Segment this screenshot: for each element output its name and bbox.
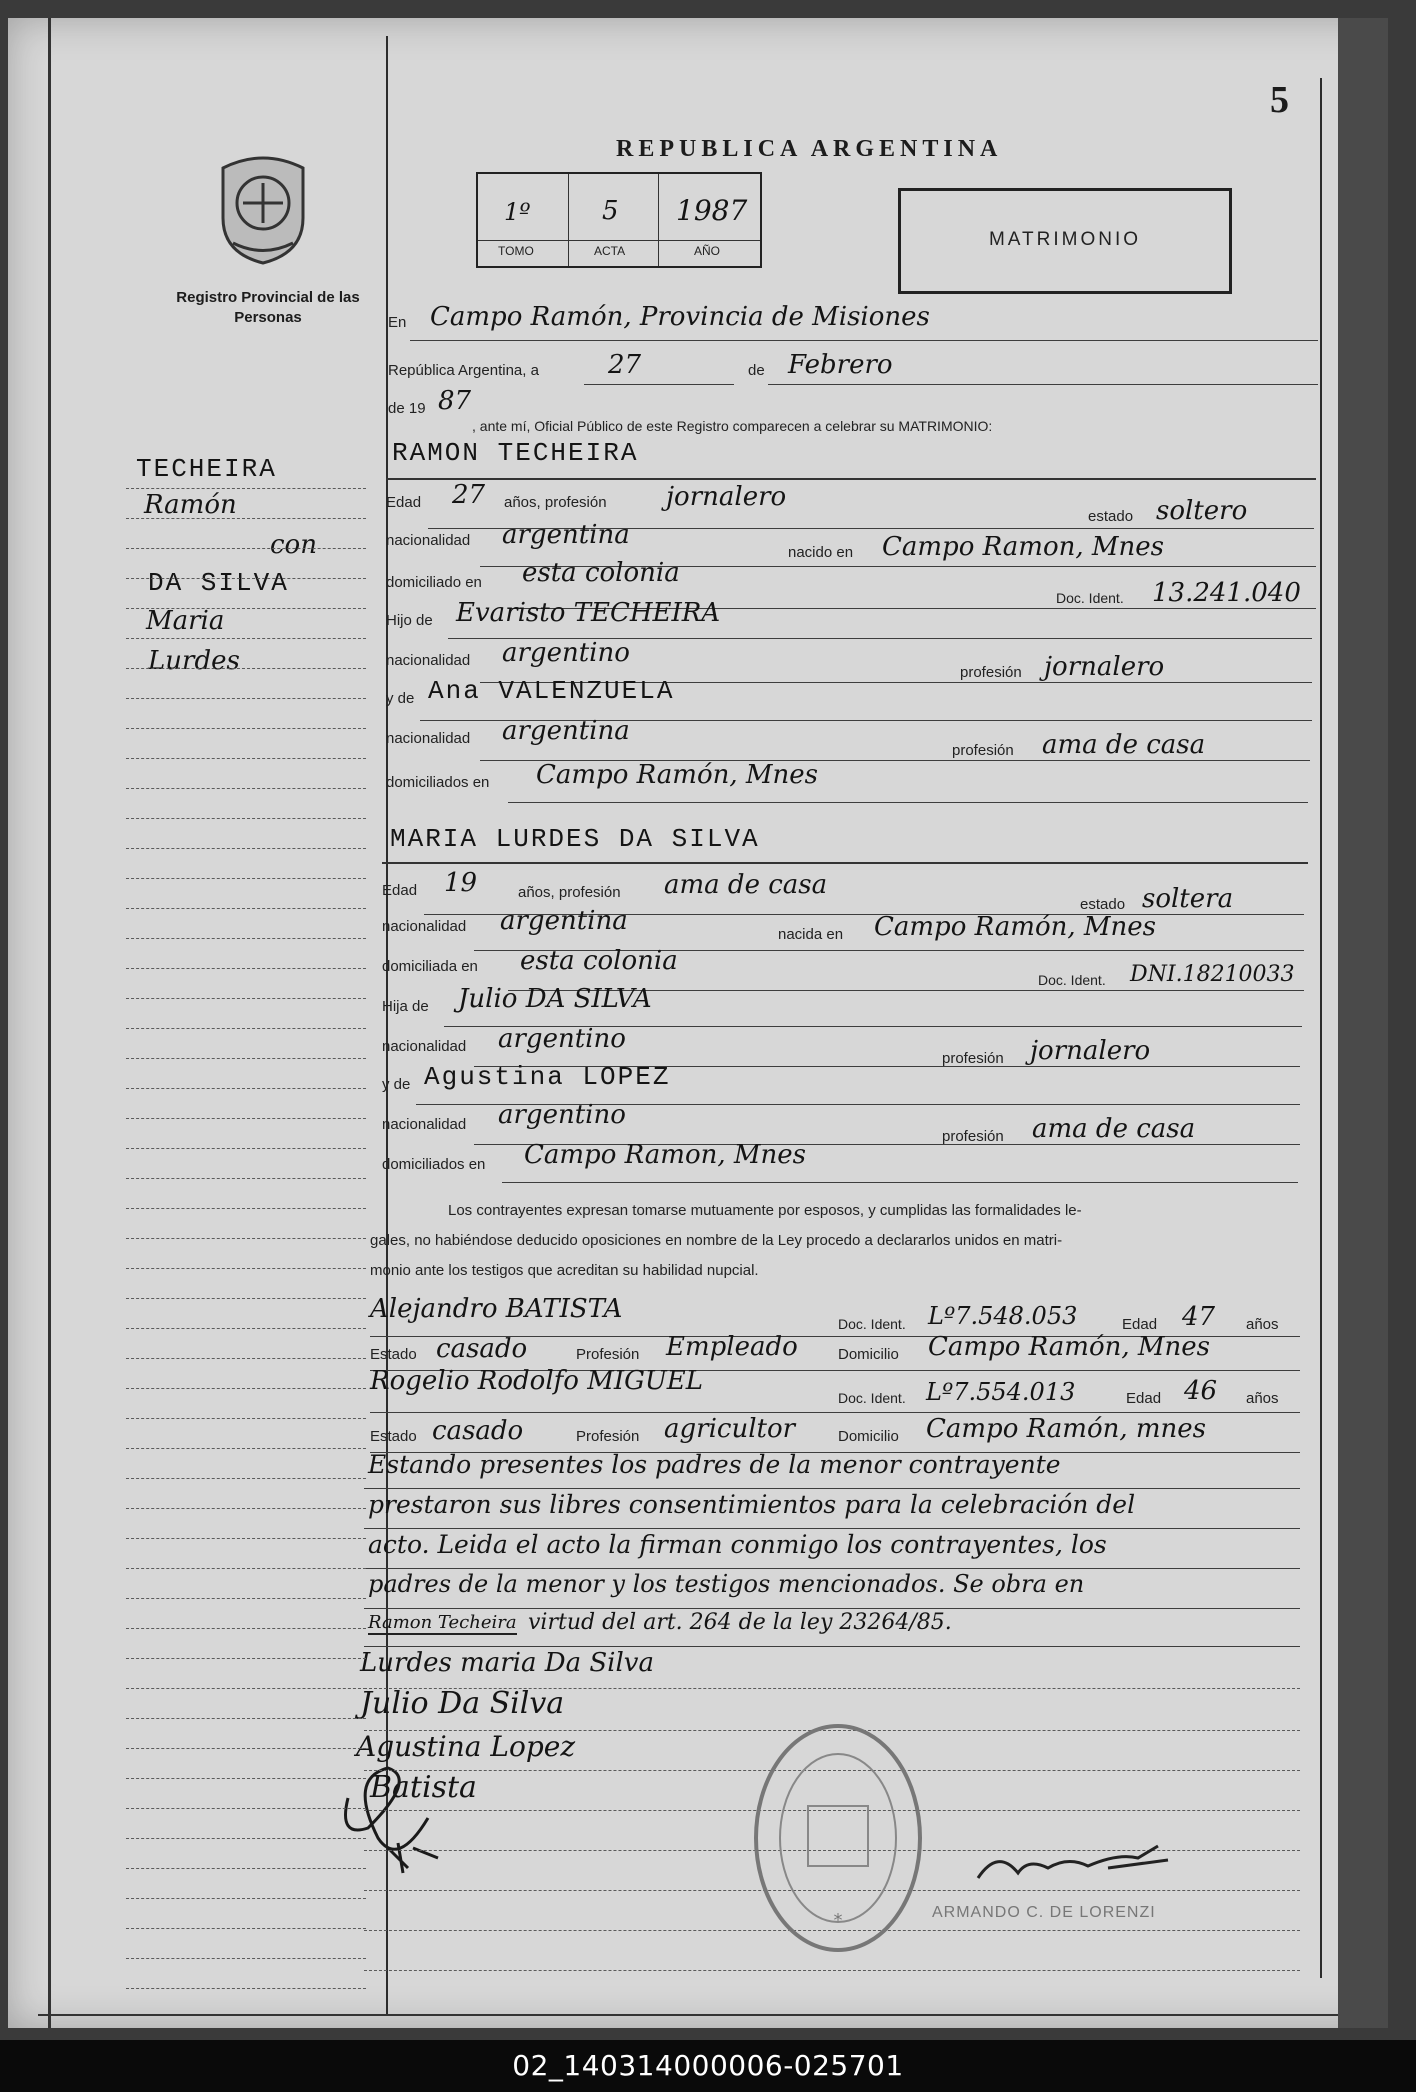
margin-ruled-line	[126, 1748, 366, 1749]
groom-edad-label: Edad	[386, 494, 422, 511]
notes-line1: Estando presentes los padres de la menor contrayente	[368, 1450, 1061, 1479]
margin-ruled-line	[126, 908, 366, 909]
margin-groom-name: Ramón	[144, 490, 237, 520]
margin-ruled-line	[126, 1388, 366, 1389]
groom-mother-profession: ama de casa	[1042, 730, 1206, 760]
witness1-prof-label: Profesión	[576, 1346, 640, 1363]
de-year-label: de 19	[388, 400, 426, 417]
bride-document: DNI.18210033	[1130, 962, 1295, 987]
de-label: de	[748, 362, 765, 379]
margin-bride-name: Maria	[146, 606, 225, 636]
bride-dom-label: domiciliada en	[382, 958, 478, 975]
margin-ruled-line	[126, 758, 366, 759]
groom-dom-label: domiciliado en	[386, 574, 482, 591]
bride-mother: Agustina LOPEZ	[424, 1062, 671, 1092]
margin-ruled-line	[126, 1928, 366, 1929]
witness2-status: casado	[432, 1416, 524, 1446]
bride-edad-label: Edad	[382, 882, 418, 899]
intro-month: Febrero	[788, 350, 893, 380]
margin-ruled-line	[126, 1328, 366, 1329]
declaration-line3: monio ante los testigos que acreditan su habilidad nupcial.	[370, 1262, 759, 1279]
margin-ruled-line	[126, 1508, 366, 1509]
act-type-box	[898, 188, 1232, 294]
groom-estado-label: estado	[1088, 508, 1134, 525]
official-seal-icon	[748, 1718, 928, 1958]
bride-birthplace: Campo Ramón, Mnes	[874, 912, 1156, 942]
margin-ruled-line	[126, 608, 366, 609]
bride-mother-profession: ama de casa	[1032, 1114, 1196, 1144]
bottom-border	[38, 2014, 1338, 2016]
groom-profession: jornalero	[666, 482, 787, 512]
margin-ruled-line	[126, 1118, 366, 1119]
witness2-edad-label: Edad	[1126, 1390, 1162, 1407]
officer-stamp-text: ARMANDO C. DE LORENZI	[932, 1904, 1156, 1921]
groom-father: Evaristo TECHEIRA	[456, 598, 721, 628]
margin-ruled-line	[126, 1478, 366, 1479]
groom-mother-nat-label: nacionalidad	[386, 730, 471, 747]
ano-label: AÑO	[694, 244, 721, 258]
margin-ruled-line	[126, 1358, 366, 1359]
right-border	[1320, 78, 1322, 1978]
margin-ruled-line	[126, 668, 366, 669]
groom-mother: Ana VALENZUELA	[428, 676, 675, 706]
bride-nacida-label: nacida en	[778, 926, 844, 943]
margin-ruled-line	[126, 518, 366, 519]
witness1-edad-label: Edad	[1122, 1316, 1158, 1333]
witness2-estado-label: Estado	[370, 1428, 417, 1445]
witness2-dom-label: Domicilio	[838, 1428, 899, 1445]
witness1-anos-label: años	[1246, 1316, 1279, 1333]
margin-ruled-line	[126, 968, 366, 969]
witness1-estado-label: Estado	[370, 1346, 417, 1363]
margin-ruled-line	[126, 1808, 366, 1809]
margin-ruled-line	[126, 1868, 366, 1869]
register-page	[8, 18, 1388, 2028]
left-margin-border	[48, 18, 51, 2028]
margin-con: con	[270, 530, 317, 560]
groom-anos-label: años, profesión	[504, 494, 607, 511]
groom-doc-label: Doc. Ident.	[1056, 590, 1124, 606]
page-number: 5	[1270, 79, 1289, 121]
witness1-domicile: Campo Ramón, Mnes	[928, 1332, 1210, 1362]
witness2-domicile: Campo Ramón, mnes	[926, 1414, 1206, 1444]
groom-nationality: argentina	[502, 520, 630, 550]
bride-parents-dom-label: domiciliados en	[382, 1156, 486, 1173]
intro-place: Campo Ramón, Provincia de Misiones	[430, 302, 930, 332]
act-type-label: MATRIMONIO	[988, 229, 1142, 250]
witness1-profession: Empleado	[666, 1332, 798, 1362]
ano-value: 1987	[676, 194, 748, 227]
margin-ruled-line	[126, 1778, 366, 1779]
groom-age: 27	[452, 480, 486, 510]
declaration-line1: Los contrayentes expresan tomarse mutuamente por esposos, y cumplidas las formalidades le-	[448, 1202, 1082, 1219]
margin-ruled-line	[126, 1178, 366, 1179]
margin-ruled-line	[126, 1448, 366, 1449]
margin-ruled-line	[126, 1598, 366, 1599]
bride-domicile: esta colonia	[520, 946, 678, 976]
margin-ruled-line	[126, 1898, 366, 1899]
svg-text:*: *	[833, 1910, 843, 1931]
declaration-line2: gales, no habiéndose deducido oposiciones en nombre de la Ley procedo a declararlos unidos en matri-	[370, 1232, 1063, 1249]
margin-ruled-line	[126, 1958, 366, 1959]
notes-line5-text: virtud del art. 264 de la ley 23264/85.	[528, 1610, 952, 1635]
intro-statement: , ante mí, Oficial Público de este Registro comparecen a celebrar su MATRIMONIO:	[472, 418, 993, 434]
margin-ruled-line	[126, 1268, 366, 1269]
record-number-box	[476, 172, 762, 268]
margin-ruled-line	[126, 1838, 366, 1839]
signature-bride-mother: Agustina Lopez	[356, 1730, 576, 1763]
witness1-age: 47	[1182, 1302, 1216, 1332]
margin-ruled-line	[126, 1058, 366, 1059]
groom-mother-nationality: argentina	[502, 716, 630, 746]
bride-father-prof-label: profesión	[942, 1050, 1004, 1067]
margin-ruled-line	[126, 848, 366, 849]
groom-document: 13.241.040	[1152, 578, 1301, 608]
margin-ruled-line	[126, 728, 366, 729]
bride-mother-prof-label: profesión	[942, 1128, 1004, 1145]
witness1-name: Alejandro BATISTA	[370, 1294, 623, 1324]
officer-signature-icon	[968, 1828, 1188, 1908]
groom-status: soltero	[1156, 496, 1248, 526]
bride-age: 19	[444, 868, 478, 898]
margin-ruled-line	[126, 548, 366, 549]
witness2-profession: agricultor	[664, 1414, 796, 1444]
margin-ruled-line	[126, 998, 366, 999]
margin-groom-surname: TECHEIRA	[136, 454, 277, 484]
bride-name: MARIA LURDES DA SILVA	[390, 824, 760, 854]
margin-ruled-line	[126, 698, 366, 699]
witness1-dom-label: Domicilio	[838, 1346, 899, 1363]
bride-mother-nat-label: nacionalidad	[382, 1116, 467, 1133]
republica-label: República Argentina, a	[388, 362, 539, 379]
margin-ruled-line	[126, 488, 366, 489]
groom-father-nat-label: nacionalidad	[386, 652, 471, 669]
page-dark-edge	[1338, 18, 1388, 2028]
acta-value: 5	[602, 196, 619, 226]
margin-ruled-line	[126, 1148, 366, 1149]
witness2-age: 46	[1184, 1376, 1218, 1406]
witness1-status: casado	[436, 1334, 528, 1364]
margin-ruled-line	[126, 578, 366, 579]
bride-father-profession: jornalero	[1030, 1036, 1151, 1066]
margin-ruled-line	[126, 1208, 366, 1209]
bride-yde-label: y de	[382, 1076, 411, 1093]
bride-parents-domicile: Campo Ramon, Mnes	[524, 1140, 806, 1170]
groom-father-nationality: argentino	[502, 638, 630, 668]
witness1-doc: Lº7.548.053	[928, 1302, 1078, 1330]
registry-name: Registro Provincial de las Personas	[176, 289, 360, 326]
notes-line2: prestaron sus libres consentimientos para la celebración del	[368, 1490, 1136, 1519]
witness1-doc-label: Doc. Ident.	[838, 1316, 906, 1332]
margin-bride-name2: Lurdes	[148, 646, 240, 676]
margin-ruled-line	[126, 1628, 366, 1629]
margin-ruled-line	[126, 1538, 366, 1539]
notes-line4: padres de la menor y los testigos mencionados. Se obra en	[368, 1570, 1085, 1598]
notes-line5-name: Ramon Techeira	[368, 1612, 517, 1633]
groom-yde-label: y de	[386, 690, 415, 707]
tomo-label: TOMO	[498, 244, 534, 258]
groom-domicile: esta colonia	[522, 558, 680, 588]
margin-ruled-line	[126, 1238, 366, 1239]
margin-ruled-line	[126, 878, 366, 879]
bride-anos-label: años, profesión	[518, 884, 621, 901]
bride-nationality: argentina	[500, 906, 628, 936]
file-id-bar: 02_140314000006-025701	[0, 2040, 1416, 2092]
margin-ruled-line	[126, 1298, 366, 1299]
bride-status: soltera	[1142, 884, 1234, 914]
margin-ruled-line	[126, 1658, 366, 1659]
bride-mother-nationality: argentino	[498, 1100, 626, 1130]
notes-line3: acto. Leida el acto la firman conmigo los contrayentes, los	[368, 1530, 1107, 1559]
margin-ruled-line	[126, 1028, 366, 1029]
bride-father-nationality: argentino	[498, 1024, 626, 1054]
margin-ruled-line	[126, 638, 366, 639]
groom-nac-label: nacionalidad	[386, 532, 471, 549]
margin-ruled-line	[126, 818, 366, 819]
groom-mother-prof-label: profesión	[952, 742, 1014, 759]
intro-day: 27	[608, 350, 642, 380]
bride-nac-label: nacionalidad	[382, 918, 467, 935]
margin-ruled-line	[126, 1568, 366, 1569]
tomo-value: 1º	[504, 198, 531, 226]
bride-doc-label: Doc. Ident.	[1038, 972, 1106, 988]
groom-father-prof-label: profesión	[960, 664, 1022, 681]
signature-bride-father: Julio Da Silva	[360, 1686, 565, 1721]
witness2-anos-label: años	[1246, 1390, 1279, 1407]
groom-nacido-label: nacido en	[788, 544, 854, 561]
bride-profession: ama de casa	[664, 870, 828, 900]
groom-parents-domicile: Campo Ramón, Mnes	[536, 760, 818, 790]
margin-ruled-line	[126, 1988, 366, 1989]
groom-parents-dom-label: domiciliados en	[386, 774, 490, 791]
margin-ruled-line	[126, 938, 366, 939]
margin-ruled-line	[126, 788, 366, 789]
margin-ruled-line	[126, 1418, 366, 1419]
bride-hija-label: Hija de	[382, 998, 429, 1015]
coat-of-arms-icon	[208, 148, 318, 268]
margin-ruled-line	[126, 1718, 366, 1719]
groom-hijo-label: Hijo de	[386, 612, 433, 629]
margin-bride-surname: DA SILVA	[148, 568, 289, 598]
groom-father-profession: jornalero	[1044, 652, 1165, 682]
signature-bride: Lurdes maria Da Silva	[360, 1648, 654, 1678]
acta-label: ACTA	[594, 244, 626, 258]
groom-birthplace: Campo Ramon, Mnes	[882, 532, 1164, 562]
witness2-name: Rogelio Rodolfo MIGUEL	[370, 1366, 704, 1396]
margin-ruled-line	[126, 1688, 366, 1689]
en-label: En	[388, 314, 407, 331]
witness2-doc: Lº7.554.013	[926, 1378, 1076, 1406]
witness2-prof-label: Profesión	[576, 1428, 640, 1445]
margin-ruled-line	[126, 1088, 366, 1089]
bride-father: Julio DA SILVA	[458, 984, 652, 1014]
country-title: REPUBLICA ARGENTINA	[616, 136, 1003, 162]
bride-estado-label: estado	[1080, 896, 1126, 913]
witness2-doc-label: Doc. Ident.	[838, 1390, 906, 1406]
groom-name: RAMON TECHEIRA	[392, 438, 639, 468]
bride-father-nat-label: nacionalidad	[382, 1038, 467, 1055]
signature-witness: Batista	[370, 1770, 477, 1805]
intro-year: 87	[438, 386, 472, 416]
